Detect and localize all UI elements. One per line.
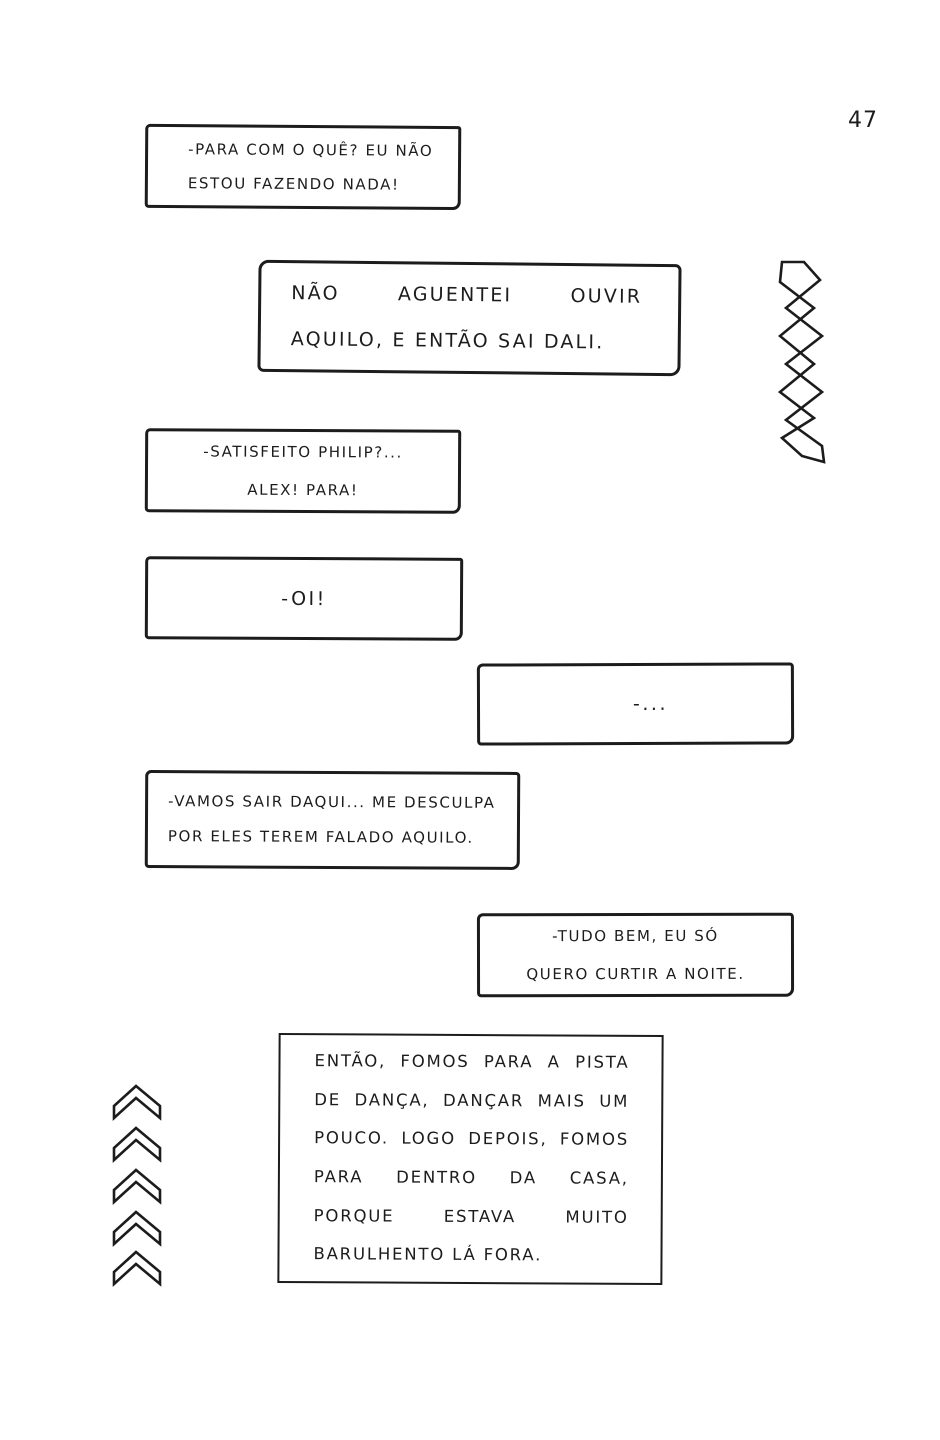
narration-word: OUVIR <box>570 285 643 308</box>
dialogue-line: -SATISFEITO PHILIP?... <box>203 442 404 462</box>
narration-line <box>314 1197 629 1237</box>
dialogue-line: -PARA COM O QUÊ? EU NÃO <box>188 140 434 160</box>
chevron-up-icon <box>114 1128 160 1160</box>
zigzag-icon <box>778 260 828 465</box>
narration-line <box>314 1120 629 1160</box>
dialogue-box <box>145 770 521 870</box>
narration-line <box>314 1158 629 1198</box>
narration-word: MUITO <box>565 1207 629 1227</box>
dialogue-line: -... <box>632 692 669 716</box>
chevron-up-icon <box>114 1170 160 1202</box>
chevron-up-icon <box>114 1252 160 1284</box>
dialogue-line: QUERO CURTIR A NOITE. <box>526 964 745 984</box>
narration-word: PARA <box>313 1167 364 1187</box>
narration-line: BARULHENTO LÁ FORA. <box>313 1244 543 1265</box>
narration-word: LOGO <box>401 1129 456 1149</box>
narration-line <box>291 270 642 320</box>
narration-word: MAIS <box>537 1091 586 1111</box>
narration-word: NÃO <box>291 282 340 305</box>
narration-word: DEPOIS, <box>468 1129 548 1149</box>
narration-word: A <box>547 1052 561 1072</box>
narration-line: AQUILO, E ENTÃO SAI DALI. <box>290 328 605 354</box>
narration-word: ENTÃO, <box>314 1051 387 1071</box>
dialogue-box <box>145 124 462 210</box>
dialogue-box <box>145 556 463 641</box>
narration-word: CASA, <box>569 1168 629 1188</box>
narration-word: DENTRO <box>396 1167 477 1188</box>
narration-word: POUCO. <box>314 1128 390 1148</box>
narration-word: DANÇAR <box>442 1090 525 1111</box>
dialogue-line: POR ELES TEREM FALADO AQUILO. <box>167 827 474 847</box>
narration-box <box>257 260 681 376</box>
dialogue-box <box>477 662 794 745</box>
chevron-up-icon <box>114 1086 160 1118</box>
narration-word: DE <box>314 1089 342 1110</box>
chevron-up-icon <box>114 1212 160 1244</box>
narration-word: AGUENTEI <box>397 283 513 307</box>
narration-line <box>314 1042 629 1082</box>
narration-word: FOMOS <box>400 1051 470 1072</box>
page-number: 47 <box>848 108 878 133</box>
narration-word: UM <box>599 1091 630 1111</box>
narration-word: DA <box>509 1168 538 1188</box>
narration-box <box>277 1033 663 1285</box>
narration-word: PISTA <box>575 1052 630 1073</box>
dialogue-line: -OI! <box>281 587 327 610</box>
narration-word: DANÇA, <box>354 1090 430 1110</box>
dialogue-line: -TUDO BEM, EU SÓ <box>552 926 719 946</box>
narration-word: PORQUE <box>313 1205 395 1226</box>
dialogue-box <box>145 428 461 514</box>
chevron-stack <box>110 1082 166 1288</box>
dialogue-line: ESTOU FAZENDO NADA! <box>187 174 400 194</box>
narration-word: PARA <box>483 1052 534 1072</box>
dialogue-line: -VAMOS SAIR DAQUI... ME DESCULPA <box>168 792 496 812</box>
narration-line <box>314 1081 629 1121</box>
narration-word: FOMOS <box>559 1129 630 1150</box>
dialogue-box <box>477 913 794 998</box>
dialogue-line: ALEX! PARA! <box>247 480 359 500</box>
narration-word: ESTAVA <box>443 1206 517 1226</box>
